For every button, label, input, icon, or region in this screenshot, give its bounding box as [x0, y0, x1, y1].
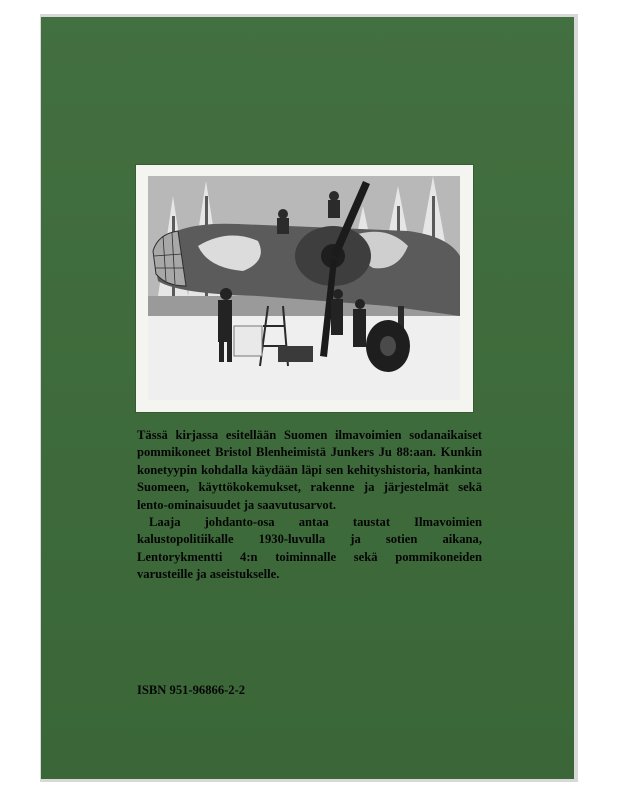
- photo-frame: [136, 165, 473, 412]
- book-back-cover: [41, 17, 574, 779]
- description-paragraph-1: Tässä kirjassa esitellään Suomen ilmavoimien sodanaikaiset pommikoneet Bristol Blenheimistä Junkers Ju 88:aan. Kunkin konetyypin kohdalla käydään läpi sen kehityshistoria, hankinta Suomeen, käyttökokemukset, rakenne ja järjestelmät sekä lento-ominaisuudet ja saavutusarvot.: [137, 428, 482, 512]
- description-paragraph-2: Laaja johdanto-osa antaa taustat Ilmavoimien kalustopolitiikalle 1930-luvulla ja sotien aikana, Lentorykmentti 4:n toiminnalle sekä pommikoneiden varusteille ja aseistukselle.: [137, 515, 482, 582]
- bomber-aircraft-photo: [148, 176, 460, 400]
- description-text: [137, 427, 482, 584]
- isbn-number: ISBN 951-96866-2-2: [137, 683, 246, 697]
